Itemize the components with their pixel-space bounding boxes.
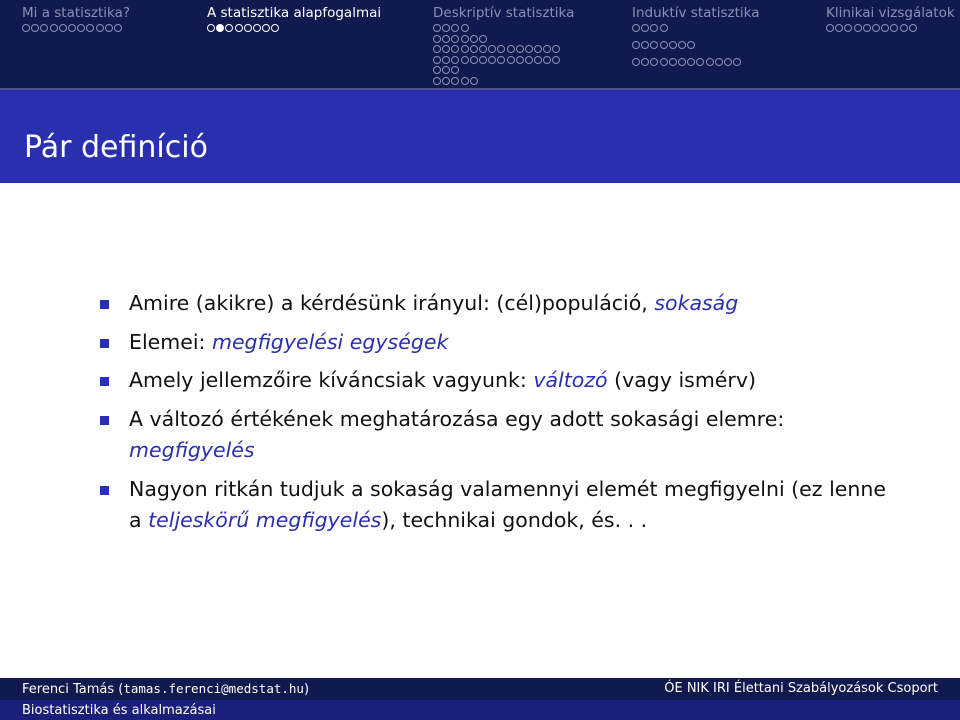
nav-frame-dot[interactable] (461, 45, 469, 53)
emphasized-term: teljeskörű megfigyelés (148, 508, 382, 532)
nav-frame-dot[interactable] (516, 45, 524, 53)
nav-frame-dots (632, 41, 696, 53)
bullet-text: A változó értékének meghatározása egy adott sokasági elemre: (129, 406, 785, 431)
nav-frame-dot[interactable] (678, 58, 686, 66)
nav-frame-dot[interactable] (253, 24, 261, 32)
nav-frame-dot[interactable] (890, 24, 898, 32)
nav-frame-dot[interactable] (451, 56, 459, 64)
nav-frame-dot[interactable] (525, 45, 533, 53)
nav-frame-dot[interactable] (235, 24, 243, 32)
bullet-text: Amire (akikre) a kérdésünk irányul: (cél)populáció, (129, 291, 655, 315)
list-item (100, 327, 900, 359)
nav-frame-dot[interactable] (650, 41, 658, 49)
square-bullet-icon (100, 339, 109, 348)
nav-frame-dot[interactable] (442, 45, 450, 53)
bullet-text: Elemei: (129, 329, 212, 354)
nav-frame-dot[interactable] (451, 35, 459, 43)
nav-frame-dot[interactable] (650, 58, 658, 66)
nav-frame-dot[interactable] (854, 24, 862, 32)
nav-frame-dot[interactable] (433, 77, 441, 85)
frame-title-bar (0, 90, 960, 183)
square-bullet-icon (100, 486, 109, 495)
nav-frame-dot[interactable] (844, 24, 852, 32)
nav-frame-dot[interactable] (632, 24, 640, 32)
footer (0, 678, 960, 720)
nav-frame-dot[interactable] (534, 45, 542, 53)
page-title: Pár definíció (24, 130, 208, 165)
emphasized-term: változó (533, 368, 608, 392)
bullet-text: Nagyon ritkán tudjuk a sokaság valamennyi elemét megfigyelni (ez lenne a (129, 476, 886, 532)
nav-frame-dot[interactable] (900, 24, 908, 32)
footer-institution: ÓE NIK IRI Élettani Szabályozások Csoport (664, 681, 938, 696)
square-bullet-icon (100, 377, 109, 386)
nav-frame-dot[interactable] (497, 56, 505, 64)
list-item (100, 404, 900, 467)
nav-frame-dot[interactable] (451, 45, 459, 53)
nav-frame-dot[interactable] (22, 24, 30, 32)
nav-frame-dot[interactable] (660, 58, 668, 66)
nav-frame-dot[interactable] (451, 77, 459, 85)
nav-frame-dot[interactable] (442, 24, 450, 32)
list-item (100, 288, 900, 320)
nav-frame-dot[interactable] (872, 24, 880, 32)
nav-frame-dot[interactable] (451, 66, 459, 74)
list-item (100, 365, 900, 397)
nav-frame-dot[interactable] (507, 45, 515, 53)
emphasized-term: megfigyelési egységek (211, 329, 449, 354)
nav-frame-dot[interactable] (225, 24, 233, 32)
nav-frame-dot[interactable] (77, 24, 85, 32)
square-bullet-icon (100, 416, 109, 425)
nav-frame-dot[interactable] (678, 41, 686, 49)
nav-frame-dot[interactable] (696, 58, 704, 66)
nav-frame-dot[interactable] (650, 24, 658, 32)
nav-frame-dot[interactable] (207, 24, 215, 32)
nav-frame-dot[interactable] (543, 45, 551, 53)
nav-frame-dots (826, 24, 918, 36)
nav-frame-dots (22, 24, 123, 36)
nav-frame-dot[interactable] (461, 56, 469, 64)
nav-frame-dot[interactable] (632, 41, 640, 49)
nav-frame-dot[interactable] (543, 56, 551, 64)
section-navigation (0, 0, 960, 88)
nav-frame-dot[interactable] (706, 58, 714, 66)
nav-frame-dot[interactable] (68, 24, 76, 32)
footer-course: Biostatisztika és alkalmazásai (22, 703, 216, 718)
nav-frame-dot[interactable] (433, 35, 441, 43)
list-item (100, 474, 900, 537)
emphasized-term: sokaság (654, 291, 739, 315)
nav-frame-dot[interactable] (909, 24, 917, 32)
footer-email: tamas.ferenci@medstat.hu (123, 681, 304, 696)
nav-frame-dot[interactable] (105, 24, 113, 32)
nav-section-title[interactable]: Mi a statisztika? (22, 5, 131, 21)
footer-author: Ferenci Tamás (tamas.ferenci@medstat.hu) (22, 681, 310, 697)
nav-frame-dot[interactable] (488, 56, 496, 64)
nav-section-title[interactable]: Klinikai vizsgálatok (826, 5, 955, 21)
nav-section-title[interactable]: A statisztika alapfogalmai (207, 5, 382, 21)
nav-frame-dot[interactable] (552, 45, 560, 53)
nav-frame-dot[interactable] (497, 45, 505, 53)
nav-frame-dot[interactable] (507, 56, 515, 64)
nav-frame-dot[interactable] (461, 35, 469, 43)
nav-frame-dot[interactable] (552, 56, 560, 64)
bullet-text: Amely jellemzőire kíváncsiak vagyunk: (129, 368, 534, 392)
nav-frame-dot[interactable] (669, 58, 677, 66)
nav-frame-dot[interactable] (433, 66, 441, 74)
nav-frame-dot[interactable] (114, 24, 122, 32)
nav-frame-dot[interactable] (461, 24, 469, 32)
nav-frame-dot[interactable] (433, 56, 441, 64)
nav-frame-dot[interactable] (50, 24, 58, 32)
nav-frame-dot[interactable] (86, 24, 94, 32)
bullet-list (100, 288, 900, 544)
footer-bottom-bar (0, 700, 960, 720)
square-bullet-icon (100, 300, 109, 309)
nav-frame-dot[interactable] (641, 41, 649, 49)
nav-frame-dot[interactable] (96, 24, 104, 32)
nav-frame-dot[interactable] (433, 45, 441, 53)
nav-frame-dot[interactable] (534, 56, 542, 64)
nav-frame-dot[interactable] (863, 24, 871, 32)
emphasized-term: megfigyelés (129, 438, 255, 462)
nav-frame-dot[interactable] (470, 56, 478, 64)
nav-frame-dot[interactable] (442, 77, 450, 85)
nav-frame-dot[interactable] (687, 41, 695, 49)
nav-frame-dot[interactable] (442, 35, 450, 43)
nav-frame-dot[interactable] (715, 58, 723, 66)
nav-frame-dot[interactable] (216, 24, 224, 32)
nav-frame-dot[interactable] (641, 58, 649, 66)
nav-frame-dot[interactable] (660, 41, 668, 49)
nav-frame-dot[interactable] (724, 58, 732, 66)
nav-section-title[interactable]: Induktív statisztika (632, 5, 760, 21)
nav-frame-dot[interactable] (442, 56, 450, 64)
nav-frame-dot[interactable] (479, 45, 487, 53)
nav-frame-dot[interactable] (687, 58, 695, 66)
nav-frame-dot[interactable] (40, 24, 48, 32)
nav-frame-dot[interactable] (525, 56, 533, 64)
nav-frame-dot[interactable] (442, 66, 450, 74)
nav-frame-dot[interactable] (632, 58, 640, 66)
nav-frame-dots (433, 77, 479, 89)
nav-frame-dots (632, 24, 669, 36)
nav-frame-dot[interactable] (660, 24, 668, 32)
nav-frame-dot[interactable] (479, 56, 487, 64)
bullet-text: ), technikai gondok, és. . . (381, 508, 648, 532)
nav-frame-dot[interactable] (881, 24, 889, 32)
nav-frame-dot[interactable] (835, 24, 843, 32)
nav-frame-dots (207, 24, 281, 36)
nav-frame-dot[interactable] (244, 24, 252, 32)
nav-frame-dot[interactable] (470, 77, 478, 85)
nav-section-title[interactable]: Deskriptív statisztika (433, 5, 575, 21)
nav-frame-dot[interactable] (470, 35, 478, 43)
nav-frame-dot[interactable] (488, 45, 496, 53)
nav-frame-dot[interactable] (470, 45, 478, 53)
footer-top-bar (0, 678, 960, 700)
nav-frame-dot[interactable] (826, 24, 834, 32)
bullet-text: (vagy ismérv) (607, 368, 756, 392)
nav-frame-dots (632, 58, 742, 70)
nav-frame-dot[interactable] (669, 41, 677, 49)
nav-frame-dot[interactable] (479, 35, 487, 43)
nav-frame-dot[interactable] (31, 24, 39, 32)
nav-frame-dot[interactable] (433, 24, 441, 32)
nav-frame-dot[interactable] (461, 77, 469, 85)
nav-frame-dot[interactable] (262, 24, 270, 32)
nav-frame-dot[interactable] (451, 24, 459, 32)
nav-frame-dot[interactable] (733, 58, 741, 66)
nav-frame-dot[interactable] (641, 24, 649, 32)
nav-frame-dot[interactable] (59, 24, 67, 32)
nav-frame-dot[interactable] (516, 56, 524, 64)
nav-frame-dot[interactable] (271, 24, 279, 32)
